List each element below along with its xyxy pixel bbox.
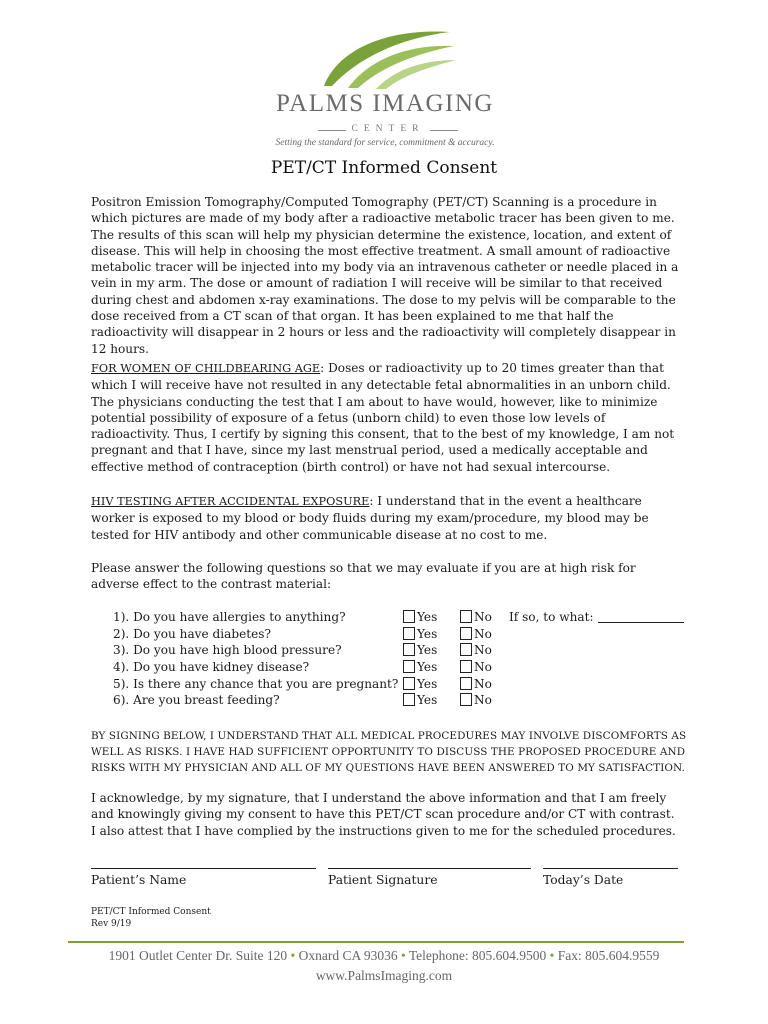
footer-divider	[68, 941, 684, 943]
caps-statement: BY SIGNING BELOW, I UNDERSTAND THAT ALL MEDICAL PROCEDURES MAY INVOLVE DISCOMFORTS AS WELL AS RISKS. I HAVE HAD SUFFICIENT OPPORTUNITY TO DISCUSS THE PROPOSED PROCEDURE AND RISKS WITH MY PHYSICIAN AND ALL OF MY QUESTIONS HAVE BEEN ANSWERED TO MY SATISFACTION.	[91, 730, 687, 774]
website-link[interactable]: www.PalmsImaging.com	[315, 968, 453, 983]
separator-dot: •	[400, 948, 406, 963]
allergy-input[interactable]	[598, 610, 684, 623]
street-address: 1901 Outlet Center Dr. Suite 120	[108, 948, 288, 963]
brand-tagline: Setting the standard for service, commitment & accuracy.	[275, 138, 495, 148]
separator-dot: •	[549, 948, 555, 963]
no-checkbox[interactable]: No	[460, 626, 492, 643]
palm-leaf-icon	[318, 24, 458, 92]
no-checkbox[interactable]: No	[460, 609, 492, 626]
question-text: 4). Do you have kidney disease?	[113, 660, 310, 675]
form-name: PET/CT Informed Consent	[91, 907, 211, 917]
date-line[interactable]	[543, 868, 678, 869]
checkbox-icon	[460, 677, 472, 690]
question-row	[113, 626, 693, 643]
question-text: 6). Are you breast feeding?	[113, 693, 280, 708]
yes-checkbox[interactable]: Yes	[403, 609, 437, 626]
yes-checkbox[interactable]: Yes	[403, 659, 437, 676]
yes-checkbox[interactable]: Yes	[403, 642, 437, 659]
fax: Fax: 805.604.9559	[557, 948, 660, 963]
question-row	[113, 642, 693, 659]
separator-dot: •	[290, 948, 296, 963]
question-row	[113, 609, 693, 626]
patient-signature-label: Patient Signature	[328, 873, 438, 887]
checkbox-icon	[460, 643, 472, 656]
checkbox-icon	[403, 660, 415, 673]
checkbox-icon	[403, 610, 415, 623]
question-text: 1). Do you have allergies to anything?	[113, 610, 346, 624]
women-paragraph	[91, 360, 681, 475]
footer-address	[0, 948, 768, 964]
patient-name-line[interactable]	[91, 868, 316, 869]
checkbox-icon	[403, 643, 415, 656]
page-title: PET/CT Informed Consent	[270, 158, 498, 178]
questions-list	[113, 609, 693, 709]
intro-paragraph: Positron Emission Tomography/Computed Tomography (PET/CT) Scanning is a procedure in which pictures are made of my body after a radioactive metabolic tracer has been given to me. The results of this scan will help my physician determine the existence, location, and extent of disease. This will help in choosing the most effective treatment. A small amount of radioactive metabolic tracer will be injected into my body via an intravenous catheter or needle placed in a vein in my arm. The dose or amount of radiation I will receive will be similar to that received during chest and abdomen x-ray examinations. The dose to my pelvis will be comparable to the dose received from a CT scan of that organ. It has been explained to me that half the radioactivity will disappear in 2 hours or less and the radioactivity will completely disappear in 12 hours.	[91, 195, 679, 356]
yes-checkbox[interactable]: Yes	[403, 692, 437, 709]
city-address: Oxnard CA 93036	[298, 948, 398, 963]
question-text: 3). Do you have high blood pressure?	[113, 643, 342, 658]
brand-name: PALMS IMAGING	[276, 90, 494, 117]
brand-subtitle: CENTER	[318, 124, 458, 134]
form-revision: Rev 9/19	[91, 919, 132, 929]
checkbox-icon	[403, 627, 415, 640]
yes-checkbox[interactable]: Yes	[403, 676, 437, 693]
no-checkbox[interactable]: No	[460, 642, 492, 659]
hiv-text: : I understand that in the event a healthcare worker is exposed to my blood or body fluids during my exam/procedure, my blood may be tested for HIV antibody and other communicable disease at no cost to me.	[91, 494, 649, 542]
checkbox-icon	[403, 677, 415, 690]
palms-imaging-logo	[270, 20, 500, 148]
question-text: 2). Do you have diabetes?	[113, 626, 271, 641]
checkbox-icon	[403, 693, 415, 706]
checkbox-icon	[460, 693, 472, 706]
question-text: 5). Is there any chance that you are pregnant?	[113, 676, 399, 691]
women-text: : Doses or radioactivity up to 20 times greater than that which I will receive have not resulted in any detectable fetal abnormalities in an unborn child. The physicians conducting the test that I am about to have would, however, like to minimize potential possibility of exposure of a fetus (unborn child) to even those low levels of radioactivity. Thus, I certify by signing this consent, that to the best of my knowledge, I am not pregnant and that I have, since my last menstrual period, used a medically acceptable and effective method of contraception (birth control) or have not had sexual intercourse.	[91, 361, 675, 474]
checkbox-icon	[460, 660, 472, 673]
todays-date-label: Today’s Date	[543, 873, 624, 887]
hiv-heading: HIV TESTING AFTER ACCIDENTAL EXPOSURE	[91, 495, 370, 508]
acknowledge-paragraph: I acknowledge, by my signature, that I understand the above information and that I am freely and knowingly giving my consent to have this PET/CT scan procedure and/or CT with contrast. I also attest that I have complied by the instructions given to me for the scheduled procedures.	[91, 791, 676, 838]
yes-checkbox[interactable]: Yes	[403, 626, 437, 643]
patient-signature-line[interactable]	[328, 868, 531, 869]
telephone: Telephone: 805.604.9500	[408, 948, 547, 963]
question-row	[113, 692, 693, 709]
women-heading: FOR WOMEN OF CHILDBEARING AGE	[91, 362, 321, 375]
question-row	[113, 676, 693, 693]
question-row	[113, 659, 693, 676]
checkbox-icon	[460, 627, 472, 640]
questions-intro: Please answer the following questions so that we may evaluate if you are at high risk for adverse effect to the contrast material:	[91, 561, 636, 592]
no-checkbox[interactable]: No	[460, 676, 492, 693]
hiv-paragraph	[91, 493, 681, 543]
checkbox-icon	[460, 610, 472, 623]
no-checkbox[interactable]: No	[460, 692, 492, 709]
patient-name-label: Patient’s Name	[91, 873, 187, 887]
no-checkbox[interactable]: No	[460, 659, 492, 676]
allergy-followup: If so, to what:	[509, 609, 684, 626]
